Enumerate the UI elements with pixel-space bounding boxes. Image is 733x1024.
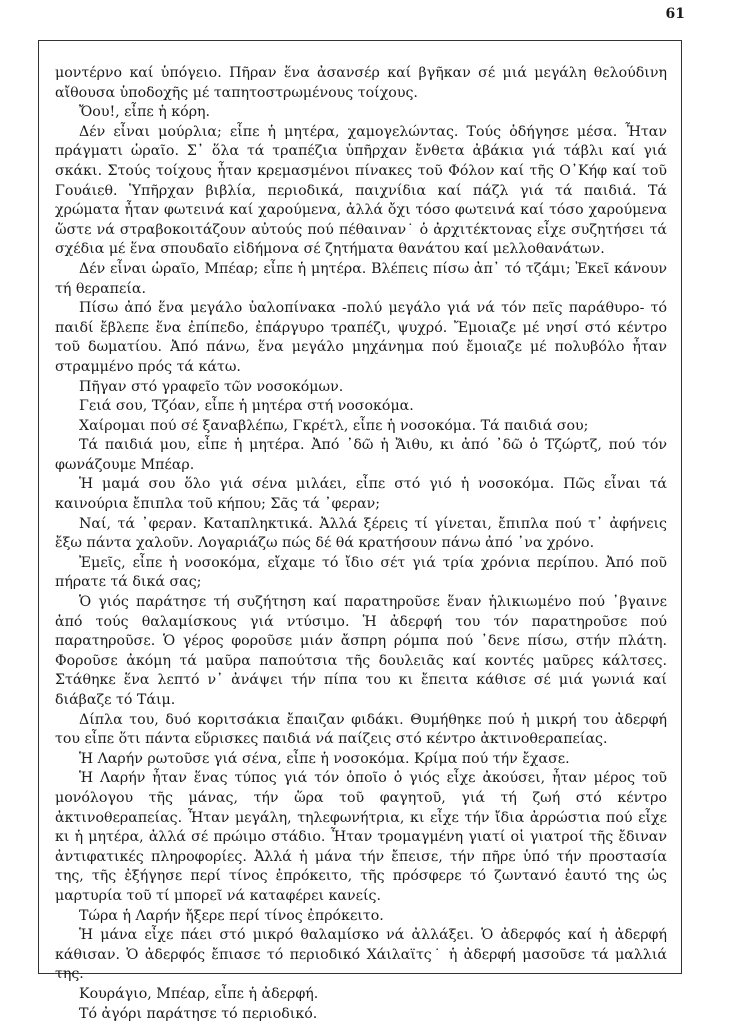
paragraph: Τό ἀγόρι παράτησε τό περιοδικό.: [79, 1005, 318, 1022]
paragraph: Χαίρομαι πού σέ ξαναβλέπω, Γκρέτλ, εἶπε ἡ νοσοκόμα. Τά παιδιά σου;: [79, 417, 589, 434]
body-text: [55, 64, 667, 1024]
paragraph: Πῆγαν στό γραφεῖο τῶν νοσοκόμων.: [79, 378, 344, 395]
paragraph: Γειά σου, Τζόαν, εἶπε ἡ μητέρα στή νοσοκόμα.: [79, 398, 414, 415]
paragraph: Τά παιδιά μου, εἶπε ἡ μητέρα. Ἀπό ᾽δῶ ἡ Ἄιθυ, κι ἀπό ᾽δῶ ὁ Τζώρτζ, πού τόν φωνάζουμε Μπέαρ.: [55, 437, 667, 473]
paragraph: Ἡ μάνα εἶχε πάει στό μικρό θαλαμίσκο νά ἀλλάξει. Ὁ ἀδερφός καί ἡ ἀδερφή κάθισαν. Ὁ ἀδερφός ἔπιασε τό περιοδικό Χάιλαϊτς˙ ἡ ἀδερφή μασοῦσε τά μαλλιά της.: [55, 927, 667, 983]
paragraph: Ὄου!, εἶπε ἡ κόρη.: [79, 104, 211, 121]
paragraph: Ἡ μαμά σου ὅλο γιά σένα μιλάει, εἶπε στό γιό ἡ νοσοκόμα. Πῶς εἶναι τά καινούρια ἔπιπλα τοῦ κήπου; Σᾶς τά ᾽φεραν;: [55, 476, 667, 513]
paragraph: Ἡ Λαρήν ἦταν ἕνας τύπος γιά τόν ὁποῖο ὁ γιός εἶχε ἀκούσει, ἦταν μέρος τοῦ μονόλογου τῆς μάνας, τήν ὥρα τοῦ φαγητοῦ, γιά τή ζωή στό κέντρο ἀκτινοθεραπείας. Ἦταν μεγάλη, τηλεφωνήτρια, κι εἶχε τήν ἴδια ἀρρώστια πού εἶχε κι ἡ μητέρα, ἀλλά σέ πρώιμο στάδιο. Ἦταν τρομαγμένη γιατί οἱ γιατροί τῆς ἔδιναν ἀντιφατικές πληροφορίες. Ἀλλά ἡ μάνα τήν ἔπεισε, τήν πῆρε ὑπό τήν προστασία της, τῆς ἐξήγησε περί τίνος ἐπρόκειτο, τῆς πρόσφερε τό ζωντανό ἑαυτό της ὡς μαρτυρία τοῦ τί μπορεῖ νά καταφέρει κανείς.: [55, 770, 667, 904]
paragraph: Ναί, τά ᾽φεραν. Καταπληκτικά. Ἀλλά ξέρεις τί γίνεται, ἔπιπλα πού τ᾽ ἀφήνεις ἔξω πάντα χαλοῦν. Λογαριάζω πώς δέ θά κρατήσουν πάνω ἀπό ᾽να χρόνο.: [55, 515, 667, 552]
paragraph: Δίπλα του, δυό κοριτσάκια ἔπαιζαν φιδάκι. Θυμήθηκε πού ἡ μικρή του ἀδερφή του εἶπε ὅτι πάντα εὕρισκες παιδιά νά παίζεις στό κέντρο ἀκτινοθεραπείας.: [55, 711, 667, 748]
paragraph: Δέν εἶναι ὡραῖο, Μπέαρ; εἶπε ἡ μητέρα. Βλέπεις πίσω ἀπ᾽ τό τζάμι; Ἐκεῖ κάνουν τή θεραπεία.: [55, 260, 667, 297]
page-number: 61: [665, 6, 685, 22]
paragraph: Ἐμεῖς, εἶπε ἡ νοσοκόμα, εἴχαμε τό ἴδιο σέτ γιά τρία χρόνια περίπου. Ἀπό ποῦ πήρατε τά δικά σας;: [55, 554, 667, 591]
paragraph: Κουράγιο, Μπέαρ, εἶπε ἡ ἀδερφή.: [79, 985, 319, 1002]
paragraph: Ἡ Λαρήν ρωτοῦσε γιά σένα, εἶπε ἡ νοσοκόμα. Κρίμα πού τήν ἔχασε.: [79, 750, 570, 767]
paragraph: Πίσω ἀπό ἕνα μεγάλο ὑαλοπίνακα -πολύ μεγάλο γιά νά τόν πεῖς παράθυρο- τό παιδί ἔβλεπε ἕνα ἐπίπεδο, ἐπάργυρο τραπέζι, ψυχρό. Ἔμοιαζε μέ νησί στό κέντρο τοῦ δωματίου. Ἀπό πάνω, ἕνα μεγάλο μηχάνημα πού ἔμοιαζε μέ πολυβόλο ἦταν στραμμένο πρός τά κάτω.: [55, 300, 667, 375]
paragraph: Ὁ γιός παράτησε τή συζήτηση καί παρατηροῦσε ἕναν ἡλικιωμένο πού ᾽βγαινε ἀπό τούς θαλαμίσκους γιά ντύσιμο. Ἡ ἀδερφή του τόν παρατηροῦσε πού παρατηροῦσε. Ὁ γέρος φοροῦσε μιάν ἄσπρη ρόμπα πού ᾽δενε πίσω, στήν πλάτη. Φοροῦσε ἀκόμη τά μαῦρα παπούτσια τῆς δουλειᾶς καί κοντές μαῦρες κάλτσες. Στάθηκε ἕνα λεπτό ν᾽ ἀνάψει τήν πίπα του κι ἔπειτα κάθισε σέ μιά γωνιά καί διάβαζε τό Τάιμ.: [55, 594, 667, 708]
paragraph: Τώρα ἡ Λαρήν ἤξερε περί τίνος ἐπρόκειτο.: [79, 907, 384, 924]
paragraph: Δέν εἶναι μούρλια; εἶπε ἡ μητέρα, χαμογελώντας. Τούς ὁδήγησε μέσα. Ἦταν πράγματι ὡραῖο. Σ᾽ ὅλα τά τραπέζια ὑπῆρχαν ἔνθετα ἀβάκια γιά τάβλι καί γιά σκάκι. Στούς τοίχους ἦταν κρεμασμένοι πίνακες τοῦ Φόλον καί τῆς Ο᾽Κήφ καί τοῦ Γουάιεθ. Ὑπῆρχαν βιβλία, περιοδικά, παιχνίδια καί πάζλ γιά τά παιδιά. Τά χρώματα ἦταν φωτεινά καί χαρούμενα, ἀλλά ὄχι τόσο φωτεινά καί τόσο χαρούμενα ὥστε νά στραβοκοιτάζουν αὐτούς πού πέθαιναν˙ ὁ ἀρχιτέκτονας εἶχε συζητήσει τά σχέδια μέ ἕνα σπουδαῖο εἰδήμονα σέ ζητήματα θανάτου καί μελλοθανάτων.: [55, 123, 667, 258]
paragraph: μοντέρνο καί ὑπόγειο. Πῆραν ἕνα ἀσανσέρ καί βγῆκαν σέ μιά μεγάλη θελούδινη αἴθουσα ὑποδοχῆς μέ ταπητοστρωμένους τοίχους.: [55, 65, 667, 101]
